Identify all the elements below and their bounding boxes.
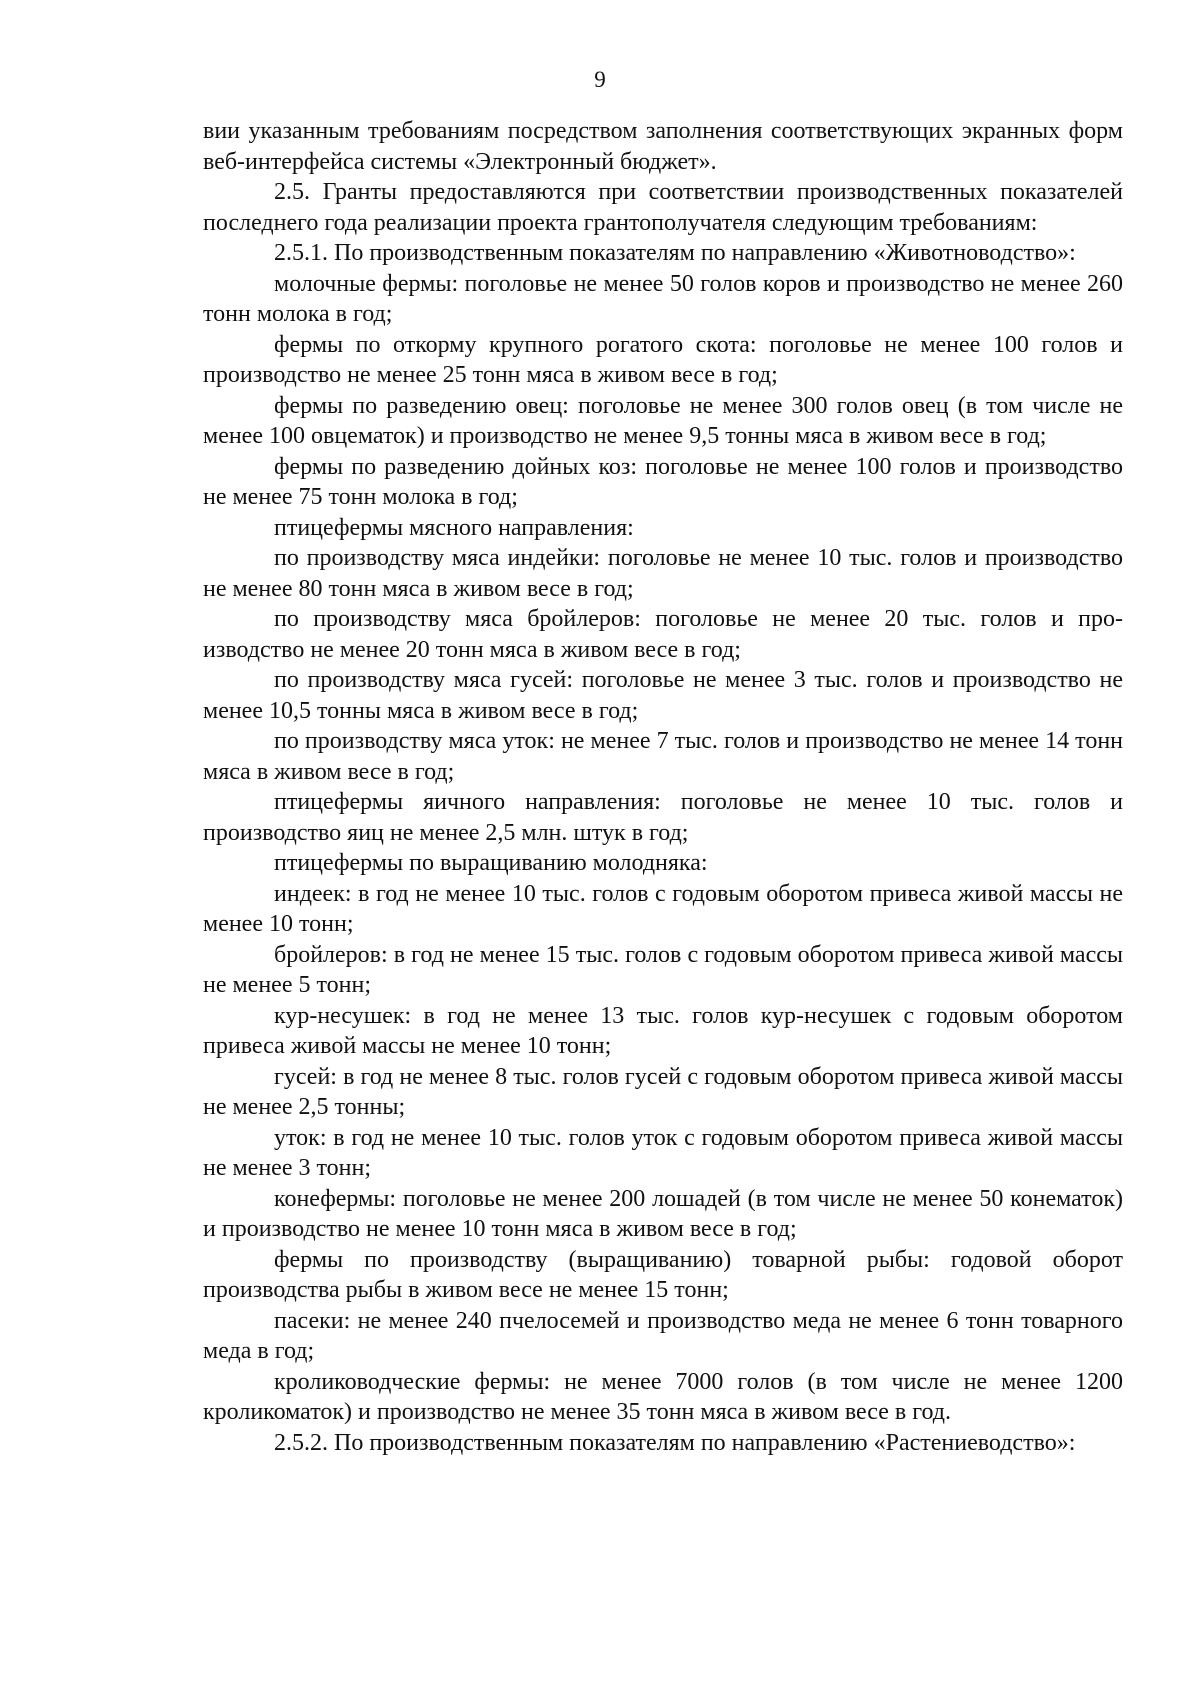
paragraph: по производству мяса бройлеров: поголовье не менее 20 тыс. голов и производство не менее 20 тонн мяса в живом весе в год; <box>203 606 1123 663</box>
paragraph: по производству мяса индейки: поголовье не менее 10 тыс. голов и производство не менее 80 тонн мяса в живом весе в год; <box>203 545 1123 602</box>
paragraph: фермы по откорму крупного рогатого скота: поголовье не менее 100 голов и производство не менее 25 тонн мяса в живом весе в год; <box>203 331 1123 388</box>
paragraph: конефермы: поголовье не менее 200 лошадей (в том числе не менее 50 конематок) и производство не менее 10 тонн мяса в живом весе в год; <box>203 1185 1123 1242</box>
paragraph: индеек: в год не менее 10 тыс. голов с годовым оборотом привеса живой массы не менее 10 тонн; <box>203 880 1123 937</box>
paragraph: фермы по производству (выращиванию) товарной рыбы: годовой оборот производства рыбы в живом весе не менее 15 тонн; <box>203 1246 1123 1303</box>
paragraph: 2.5.2. По производственным показателям по направлению «Растениеводство»: <box>274 1429 1076 1456</box>
paragraph: гусей: в год не менее 8 тыс. голов гусей с годовым оборотом привеса живой массы не менее 2,5 тонны; <box>203 1063 1123 1120</box>
paragraph: кролиководческие фермы: не менее 7000 голов (в том числе не менее 1200 кроликоматок) и производство не менее 35 тонн мяса в живом весе в год. <box>203 1368 1123 1425</box>
page-number: 9 <box>594 67 606 92</box>
paragraph: птицефермы мясного направления: <box>274 514 634 541</box>
paragraph: вии указанным требованиям посредством заполнения соответствующих экранных форм веб-интерфейса системы «Электронный бюджет». <box>203 118 1123 175</box>
paragraph: по производству мяса уток: не менее 7 тыс. голов и производство не менее 14 тонн мяса в живом весе в год; <box>203 728 1123 785</box>
paragraph: по производству мяса гусей: поголовье не менее 3 тыс. голов и производство не менее 10,5 тонны мяса в живом весе в год; <box>203 667 1123 724</box>
paragraph: птицефермы по выращиванию молодняка: <box>274 850 708 876</box>
paragraph: уток: в год не менее 10 тыс. голов уток с годовым оборотом привеса живой массы не менее 3 тонн; <box>203 1124 1123 1181</box>
paragraph: кур-несушек: в год не менее 13 тыс. голов кур-несушек с годовым оборотом привеса живой массы не менее 10 тонн; <box>203 1002 1123 1059</box>
paragraph: пасеки: не менее 240 пчелосемей и производство меда не менее 6 тонн товарного меда в год; <box>203 1307 1123 1364</box>
paragraph: птицефермы яичного направления: поголовье не менее 10 тыс. голов и производство яиц не менее 2,5 млн. штук в год; <box>203 789 1123 846</box>
paragraph: 2.5. Гранты предоставляются при соответствии производственных показателей последнего года реализации проекта грантополучателя следующим требованиям: <box>203 179 1123 236</box>
paragraph: бройлеров: в год не менее 15 тыс. голов с годовым оборотом привеса живой массы не менее 5 тонн; <box>203 941 1123 998</box>
paragraph: молочные фермы: поголовье не менее 50 голов коров и производство не менее 260 тонн молока в год; <box>203 270 1123 327</box>
document-body <box>203 116 1123 1458</box>
paragraph: фермы по разведению овец: поголовье не менее 300 голов овец (в том числе не менее 100 овцематок) и производство не менее 9,5 тонны мяса в живом весе в год; <box>203 392 1123 449</box>
paragraph: фермы по разведению дойных коз: поголовье не менее 100 голов и производство не менее 75 тонн молока в год; <box>203 453 1123 510</box>
paragraph: 2.5.1. По производственным показателям по направлению «Животноводство»: <box>274 240 1076 266</box>
